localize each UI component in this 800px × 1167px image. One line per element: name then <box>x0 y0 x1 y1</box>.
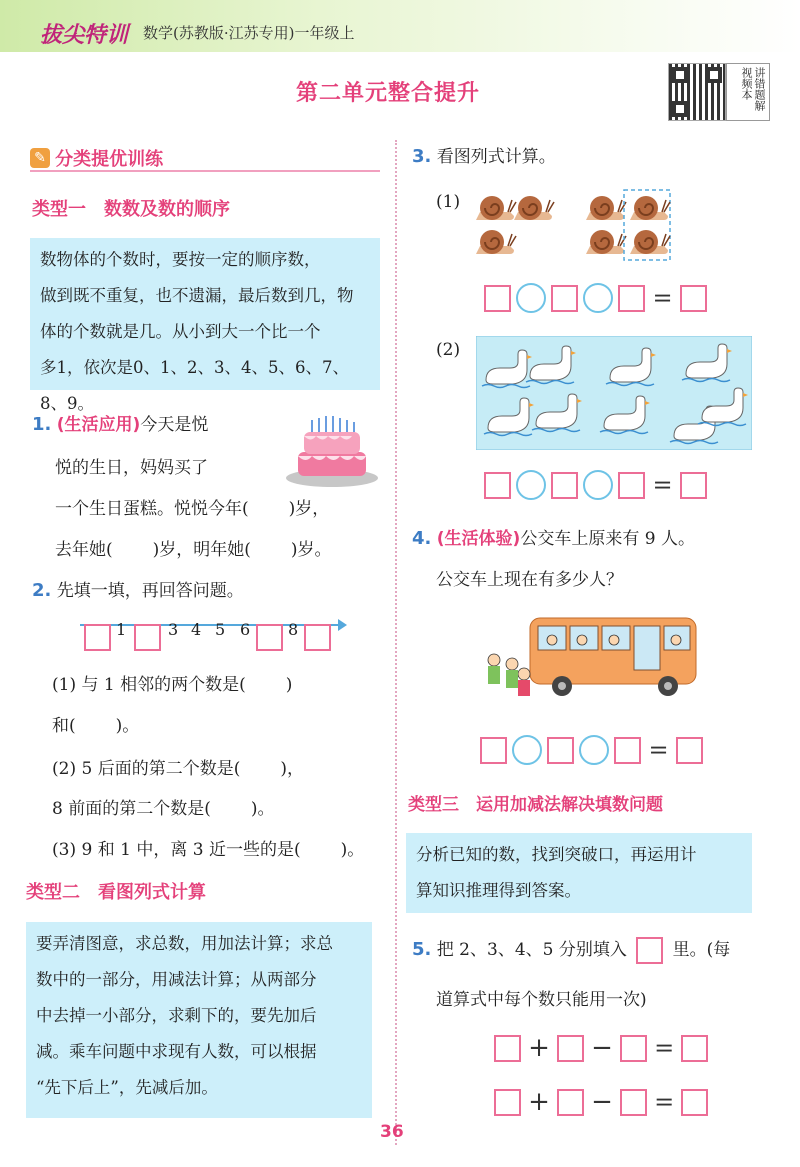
q4-line2: 公交车上现在有多少人？ <box>436 570 623 590</box>
tip-line: 要弄清图意，求总数，用加法计算；求总 <box>36 934 333 953</box>
answer-box <box>636 937 663 964</box>
answer-box[interactable] <box>618 285 645 312</box>
equals-sign: = <box>654 1088 675 1116</box>
q1-line2: 悦的生日，妈妈买了 <box>55 458 208 478</box>
q3-p1-equation <box>484 283 707 315</box>
q4-equation <box>480 735 703 767</box>
minus-sign: − <box>591 1087 613 1117</box>
tip-line: 减。乘车问题中求现有人数，可以根据 <box>36 1042 317 1061</box>
q5-equation-2 <box>494 1088 708 1120</box>
type3-tip <box>406 833 752 913</box>
answer-box[interactable] <box>681 1089 708 1116</box>
minus-sign: − <box>591 1033 613 1063</box>
operator-circle[interactable] <box>583 470 613 500</box>
number-line-label: 3 <box>168 620 179 639</box>
tip-line: 分析已知的数，找到突破口，再运用计 <box>416 845 697 864</box>
tip-line: 体的个数就是几。从小到大一个比一个 <box>40 322 321 341</box>
q5-line1: 5. 把 2、3、4、5 分别填入 里。(每 <box>412 937 730 964</box>
birthday-cake-image <box>284 410 380 488</box>
q2-p1: (1) 与 1 相邻的两个数是( ) <box>52 675 293 695</box>
number-line-blank[interactable] <box>256 624 283 651</box>
q2-p2: (2) 5 后面的第二个数是( )， <box>52 759 304 779</box>
tip-line: 数物体的个数时，要按一定的顺序数， <box>40 250 321 269</box>
q5-line2: 道算式中每个数只能用一次) <box>436 990 647 1010</box>
bus-image <box>482 612 702 706</box>
operator-circle[interactable] <box>583 283 613 313</box>
answer-box[interactable] <box>614 737 641 764</box>
number-line-label: 5 <box>215 620 226 639</box>
q4-line1: 4. (生活体验)公交车上原来有 9 人。 <box>412 528 695 549</box>
equals-sign: = <box>652 471 673 499</box>
q1-line3: 一个生日蛋糕。悦悦今年( )岁， <box>55 499 330 519</box>
answer-box[interactable] <box>494 1035 521 1062</box>
tip-line: 算知识推理得到答案。 <box>416 881 581 900</box>
type1-title: 类型一 数数及数的顺序 <box>32 199 230 220</box>
answer-box[interactable] <box>551 285 578 312</box>
operator-circle[interactable] <box>516 283 546 313</box>
number-line-blank[interactable] <box>134 624 161 651</box>
tip-line: 数中的一部分，用减法计算；从两部分 <box>36 970 317 989</box>
tip-line: “先下后上”，先减后加。 <box>36 1078 218 1097</box>
qr-code[interactable] <box>668 63 726 121</box>
answer-box[interactable] <box>494 1089 521 1116</box>
geese-image <box>476 336 752 450</box>
q2-p2-cont: 8 前面的第二个数是( )。 <box>52 799 275 819</box>
number-line-label: 8 <box>288 620 299 639</box>
lightbulb-icon: ✎ <box>30 148 50 168</box>
qr-caption: 讲错题解视频本 <box>726 63 770 121</box>
answer-box[interactable] <box>480 737 507 764</box>
number-line-label: 4 <box>191 620 202 639</box>
number-line-label: 6 <box>240 620 251 639</box>
type2-tip <box>26 922 372 1118</box>
section-title: ✎ 分类提优训练 <box>30 145 380 171</box>
number-line-label: 1 <box>116 620 127 639</box>
q3-p2-equation <box>484 470 707 502</box>
q3-p1-label: (1) <box>436 192 461 212</box>
answer-box[interactable] <box>681 1035 708 1062</box>
equals-sign: = <box>654 1034 675 1062</box>
page-number: 36 <box>380 1122 404 1142</box>
q1-line4: 去年她( )岁，明年她( )岁。 <box>55 540 332 560</box>
q1-line1: 1. (生活应用)今天是悦 <box>32 414 209 435</box>
answer-box[interactable] <box>551 472 578 499</box>
unit-title: 第二单元整合提升 <box>296 81 481 106</box>
answer-box[interactable] <box>557 1089 584 1116</box>
type1-tip <box>30 238 380 413</box>
answer-box[interactable] <box>620 1035 647 1062</box>
type2-title: 类型二 看图列式计算 <box>26 882 206 903</box>
operator-circle[interactable] <box>516 470 546 500</box>
answer-box[interactable] <box>547 737 574 764</box>
brand-text: 拔尖特训 <box>40 23 129 48</box>
answer-box[interactable] <box>676 737 703 764</box>
tip-line: 多1，依次是0、1、2、3、4、5、6、7、8、9。 <box>40 358 349 413</box>
operator-circle[interactable] <box>512 735 542 765</box>
q3-prompt: 3. 看图列式计算。 <box>412 146 556 167</box>
answer-box[interactable] <box>557 1035 584 1062</box>
plus-sign: + <box>528 1087 550 1117</box>
number-line-blank[interactable] <box>304 624 331 651</box>
q2-p3: (3) 9 和 1 中，离 3 近一些的是( )。 <box>52 840 365 860</box>
type3-title: 类型三 运用加减法解决填数问题 <box>408 795 663 815</box>
answer-box[interactable] <box>680 472 707 499</box>
number-line-blank[interactable] <box>84 624 111 651</box>
answer-box[interactable] <box>484 285 511 312</box>
equals-sign: = <box>648 736 669 764</box>
snails-image <box>474 186 674 262</box>
column-divider <box>395 140 397 1145</box>
tip-line: 中去掉一小部分，求剩下的，要先加后 <box>36 1006 317 1025</box>
q5-equation-1 <box>494 1034 708 1066</box>
operator-circle[interactable] <box>579 735 609 765</box>
answer-box[interactable] <box>484 472 511 499</box>
q2-prompt: 2. 先填一填，再回答问题。 <box>32 580 244 601</box>
equals-sign: = <box>652 284 673 312</box>
book-subtitle: 数学(苏教版·江苏专用)一年级上 <box>143 24 355 42</box>
number-line <box>80 612 350 658</box>
tip-line: 做到既不重复，也不遗漏，最后数到几，物 <box>40 286 354 305</box>
answer-box[interactable] <box>680 285 707 312</box>
q3-p2-label: (2) <box>436 340 461 360</box>
brand-logo <box>40 18 128 49</box>
answer-box[interactable] <box>618 472 645 499</box>
answer-box[interactable] <box>620 1089 647 1116</box>
plus-sign: + <box>528 1033 550 1063</box>
q2-p1-cont: 和( )。 <box>52 716 140 736</box>
